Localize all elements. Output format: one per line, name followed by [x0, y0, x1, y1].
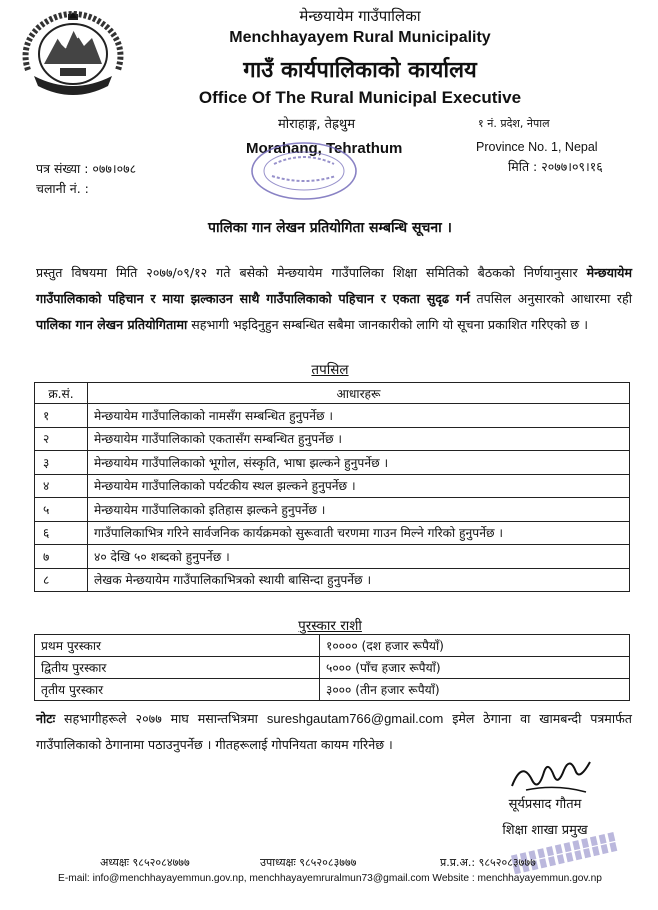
dispatch-number: चलानी नं. : — [36, 181, 89, 196]
prize-row — [35, 635, 630, 657]
criteria-text: मेन्छयायेम गाउँपालिकाको एकतासँग सम्बन्धित हुनुपर्नेछ । — [88, 427, 630, 451]
signatory-role: शिक्षा शाखा प्रमुख — [502, 823, 588, 838]
prize-amount: ३००० (तीन हजार रूपैयाँ) — [320, 679, 630, 701]
province-nepali: १ नं. प्रदेश, नेपाल — [478, 117, 550, 130]
criteria-row — [35, 404, 630, 428]
office-seal-stamp-icon — [248, 140, 360, 202]
note-text-1: सहभागीहरूले २०७७ माघ मसान्तभित्रमा — [55, 711, 267, 726]
criteria-row — [35, 521, 630, 545]
footer-contact-line: E-mail: info@menchhayayemmun.gov.np, menchhayayemruralmun73@gmail.com Website : menchhayayemmun.gov.np — [58, 873, 602, 884]
office-name-nepali: गाउँ कार्यपालिकाको कार्यालय — [243, 58, 477, 83]
signatory-name: सूर्यप्रसाद गौतम — [508, 797, 582, 812]
notice-subject: पालिका गान लेखन प्रतियोगिता सम्बन्धि सूचना । — [208, 220, 452, 236]
criteria-serial: ६ — [35, 521, 88, 545]
criteria-text: ४० देखि ५० शब्दको हुनुपर्नेछ । — [88, 545, 630, 569]
criteria-row — [35, 451, 630, 475]
handwritten-signature-icon — [508, 756, 598, 796]
criteria-row — [35, 474, 630, 498]
criteria-serial: ८ — [35, 568, 88, 592]
prize-name: द्वितीय पुरस्कार — [35, 657, 320, 679]
body-bold-2: पालिका गान लेखन प्रतियोगितामा — [36, 317, 188, 332]
criteria-text: मेन्छयायेम गाउँपालिकाको पर्यटकीय स्थल झल्कने हुनुपर्नेछ । — [88, 474, 630, 498]
criteria-header-row — [35, 383, 630, 404]
prize-row — [35, 657, 630, 679]
column-header-serial: क्र.सं. — [35, 383, 88, 404]
reference-number: पत्र संख्या : ०७७।०७८ — [36, 161, 137, 176]
body-bold-1: मेन्छयायेम गाउँपालिकाको पहिचान र माया झल्काउन साथै गाउँपालिकाको पहिचान र एकता सुदृढ गर्न — [36, 265, 632, 306]
notice-body — [36, 260, 632, 338]
column-header-criteria: आधारहरू — [88, 383, 630, 404]
body-text-3: सहभागी भइदिनुहुन सम्बन्धित सबैमा जानकारीको लागि यो सूचना प्रकाशित गरिएको छ । — [187, 317, 589, 332]
chairperson-phone: अध्यक्षः ९८५२०८४७७७ — [100, 856, 190, 869]
municipality-name-english: Menchhayayem Rural Municipality — [229, 29, 491, 46]
criteria-row — [35, 427, 630, 451]
criteria-serial: १ — [35, 404, 88, 428]
criteria-row — [35, 498, 630, 522]
note-label: नोटः — [36, 711, 56, 726]
note-paragraph — [36, 706, 632, 758]
prize-name: तृतीय पुरस्कार — [35, 679, 320, 701]
vice-chairperson-phone: उपाध्यक्षः ९८५२०८३७७७ — [260, 856, 357, 869]
criteria-serial: ३ — [35, 451, 88, 475]
office-name-english: Office Of The Rural Municipal Executive — [198, 88, 522, 107]
criteria-serial: ४ — [35, 474, 88, 498]
criteria-section-title: तपसिल — [311, 362, 349, 378]
criteria-row — [35, 545, 630, 569]
prize-amount: ५००० (पाँच हजार रूपैयाँ) — [320, 657, 630, 679]
cao-phone: प्र.प्र.अ.: ९८५२०८३७७७ — [440, 856, 536, 869]
letter-date: मिति : २०७७।०९।१६ — [508, 159, 603, 174]
criteria-text: मेन्छयायेम गाउँपालिकाको इतिहास झल्कने हुनुपर्नेछ । — [88, 498, 630, 522]
prize-table — [34, 634, 630, 701]
note-text-2: इमेल ठेगाना वा खामबन्दी पत्रमार्फत गाउँपालिकाको ठेगानामा पठाउनुपर्नेछ । गीतहरूलाई गोपनियता कायम गरिनेछ । — [36, 711, 632, 752]
criteria-text: मेन्छयायेम गाउँपालिकाको नामसँग सम्बन्धित हुनुपर्नेछ । — [88, 404, 630, 428]
body-text-1: प्रस्तुत विषयमा मिति २०७७/०९/१२ गते बसेको मेन्छयायेम गाउँपालिका शिक्षा समितिको बैठकको निर्णयानुसार — [36, 265, 587, 280]
criteria-serial: ५ — [35, 498, 88, 522]
prize-row — [35, 679, 630, 701]
body-text-2: तपसिल अनुसारको आधारमा रही — [469, 291, 632, 306]
address-nepali: मोराहाङ्ग, तेह्रथुम — [278, 117, 355, 132]
nepal-emblem-icon — [14, 8, 132, 106]
criteria-table — [34, 382, 630, 592]
criteria-serial: २ — [35, 427, 88, 451]
criteria-serial: ७ — [35, 545, 88, 569]
province-english: Province No. 1, Nepal — [476, 140, 598, 154]
criteria-text: लेखक मेन्छयायेम गाउँपालिकाभित्रको स्थायी बासिन्दा हुनुपर्नेछ । — [88, 568, 630, 592]
criteria-text: गाउँपालिकाभित्र गरिने सार्वजनिक कार्यक्रमको सुरूवाती चरणमा गाउन मिल्ने गरिको हुनुपर्नेछ । — [88, 521, 630, 545]
address-english: Morahang, Tehrathum — [246, 140, 403, 157]
prize-name: प्रथम पुरस्कार — [35, 635, 320, 657]
contact-email-link[interactable]: sureshgautam766@gmail.com — [266, 711, 444, 726]
municipality-name-nepali: मेन्छयायेम गाउँपालिका — [299, 7, 421, 25]
criteria-row — [35, 568, 630, 592]
criteria-text: मेन्छयायेम गाउँपालिकाको भूगोल, संस्कृति, भाषा झल्कने हुनुपर्नेछ । — [88, 451, 630, 475]
prize-amount: १०००० (दश हजार रूपैयाँ) — [320, 635, 630, 657]
prize-section-title: पुरस्कार राशी — [298, 618, 362, 634]
